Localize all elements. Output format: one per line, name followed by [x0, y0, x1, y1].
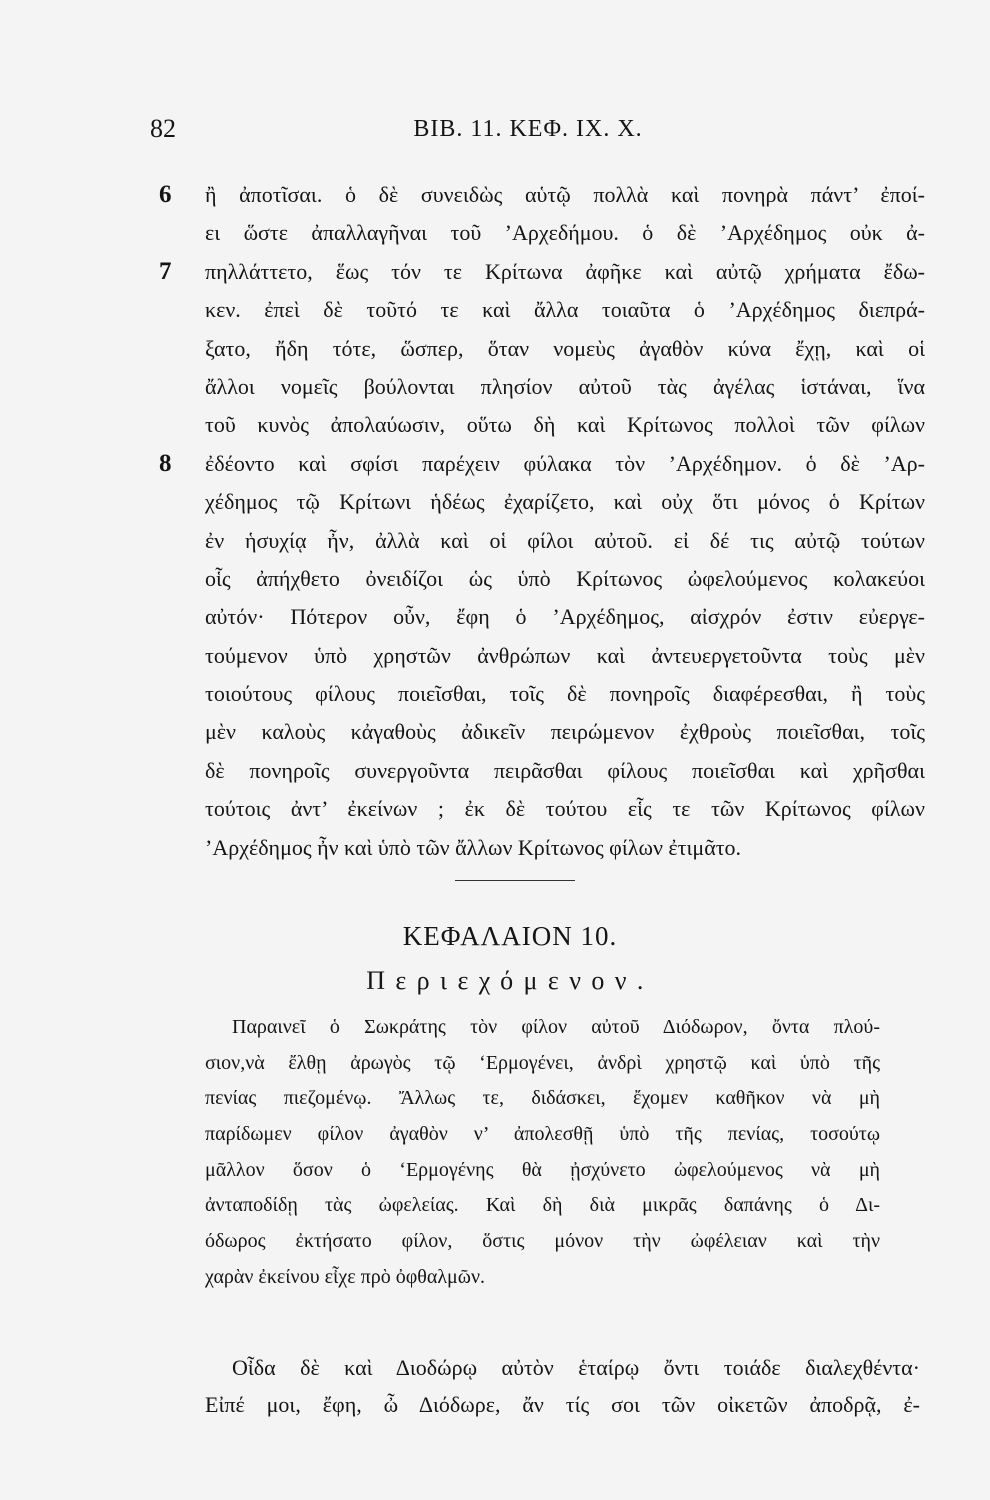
main-text — [159, 176, 925, 867]
line-text: ἢ ἀποτῖσαι. ὁ δὲ συνειδὼς αὑτῷ πολλὰ καὶ πονηρὰ πάντ’ ἐποί- — [205, 182, 925, 207]
body-line — [159, 176, 925, 214]
body-line — [159, 445, 925, 483]
line-text: ’Αρχέδημος ἦν καὶ ὑπὸ τῶν ἄλλων Κρίτωνος φίλων ἐτιμᾶτο. — [205, 834, 742, 860]
body-line — [159, 253, 925, 291]
summary-line: Παραινεῖ ὁ Σωκράτης τὸν φίλον αὐτοῦ Διόδωρον, ὄντα πλού- — [232, 1016, 880, 1038]
text-line: Εἰπέ μοι, ἔφη, ὦ Διόδωρε, ἄν τίς σοι τῶν οἰκετῶν ἀποδρᾷ, ἐ- — [205, 1392, 920, 1417]
body-line — [205, 214, 925, 252]
line-text: τοῦ κυνὸς ἀπολαύωσιν, οὕτω δὴ καὶ Κρίτωνος πολλοὶ τῶν φίλων — [205, 412, 925, 438]
line-text: δὲ πονηροῖς συνεργοῦντα πειρᾶσθαι φίλους ποιεῖσθαι καὶ χρῆσθαι — [205, 757, 925, 783]
text-line: Οἶδα δὲ καὶ Διοδώρῳ αὐτὸν ἑταίρῳ ὄντι τοιάδε διαλεχθέντα· — [232, 1355, 920, 1380]
margin-number: 6 — [159, 181, 172, 208]
body-line — [205, 483, 925, 521]
body-line — [205, 291, 925, 329]
body-line — [205, 790, 925, 828]
summary-line: όδωρος ἐκτήσατο φίλον, ὅστις μόνον τὴν ὠφέλειαν καὶ τὴν — [205, 1230, 880, 1253]
body-line — [205, 637, 925, 675]
body-line — [205, 406, 925, 444]
chapter-subtitle: Περιεχόμενον. — [366, 966, 654, 995]
chapter-title: ΚΕΦΑΛΑΙΟΝ 10. — [402, 921, 618, 951]
line-text: χέδημος τῷ Κρίτωνι ἡδέως ἐχαρίζετο, καὶ οὐχ ὅτι μόνος ὁ Κρίτων — [205, 489, 925, 515]
body-line — [205, 829, 925, 867]
body-line — [205, 560, 925, 598]
line-text: αὐτόν· Πότερον οὖν, ἔφη ὁ ’Αρχέδημος, αἰσχρόν ἐστιν εὐεργε- — [205, 604, 925, 630]
chapter-summary — [205, 1010, 880, 1296]
line-text: ἐν ἡσυχίᾳ ἦν, ἀλλὰ καὶ οἱ φίλοι αὐτοῦ. εἰ δέ τις αὐτῷ τούτων — [205, 527, 925, 553]
line-text: ξατο, ἤδη τότε, ὥσπερ, ὅταν νομεὺς ἀγαθὸν κύνα ἔχῃ, καὶ οἱ — [205, 335, 925, 361]
line-text: τοιούτους φίλους ποιεῖσθαι, τοῖς δὲ πονηροῖς διαφέρεσθαι, ἢ τοὺς — [205, 681, 925, 707]
section-rule — [455, 880, 575, 881]
page-number: 82 — [150, 114, 176, 143]
body-line — [205, 368, 925, 406]
margin-number: 8 — [159, 449, 172, 477]
summary-line: μᾶλλον ὅσον ὁ ‘Ερμογένης θὰ ᾐσχύνετο ὠφελούμενος νὰ μὴ — [205, 1158, 880, 1181]
chapter-text — [205, 1349, 920, 1423]
body-line — [205, 675, 925, 713]
line-text: ἐδέοντο καὶ σφίσι παρέχειν φύλακα τὸν ’Αρχέδημον. ὁ δὲ ’Αρ- — [205, 450, 925, 476]
body-line — [205, 598, 925, 636]
margin-number: 7 — [159, 257, 172, 285]
line-text: ἄλλοι νομεῖς βούλονται πλησίον αὐτοῦ τὰς ἀγέλας ἱστάναι, ἵνα — [205, 373, 925, 399]
body-line — [205, 713, 925, 751]
line-text: πηλλάττετο, ἕως τόν τε Κρίτωνα ἀφῆκε καὶ αὐτῷ χρήματα ἔδω- — [205, 258, 925, 284]
body-line — [205, 752, 925, 790]
body-line — [205, 522, 925, 560]
line-text: οἷς ἀπήχθετο ὀνειδίζοι ὡς ὑπὸ Κρίτωνος ὠφελούμενος κολακεύοι — [205, 565, 925, 591]
line-text: τούμενον ὑπὸ χρηστῶν ἀνθρώπων καὶ ἀντευεργετοῦντα τοὺς μὲν — [205, 642, 925, 668]
line-text: τούτοις ἀντ’ ἐκείνων ; ἐκ δὲ τούτου εἷς τε τῶν Κρίτωνος φίλων — [205, 796, 925, 822]
summary-line: παρίδωμεν φίλον ἀγαθὸν ν’ ἀπολεσθῇ ὑπὸ τῆς πενίας, τοσούτῳ — [205, 1123, 880, 1146]
line-text: μὲν καλοὺς κἀγαθοὺς ἀδικεῖν πειρώμενον ἐχθροὺς ποιεῖσθαι, τοῖς — [205, 719, 925, 745]
summary-line: χαρὰν ἐκείνου εἶχε πρὸ ὀφθαλμῶν. — [205, 1265, 485, 1288]
summary-line: σιον,νὰ ἔλθῃ ἀρωγὸς τῷ ‘Ερμογένει, ἀνδρὶ χρηστῷ καὶ ὑπὸ τῆς — [205, 1051, 880, 1074]
line-text: ει ὥστε ἀπαλλαγῆναι τοῦ ’Αρχεδήμου. ὁ δὲ ’Αρχέδημος οὐκ ἀ- — [205, 220, 925, 246]
summary-line: ἀνταποδίδῃ τὰς ὠφελείας. Καὶ δὴ διὰ μικρᾶς δαπάνης ὁ Δι- — [205, 1194, 880, 1217]
running-title: ΒΙΒ. 11. ΚΕΦ. ΙΧ. Χ. — [413, 116, 643, 142]
body-line — [205, 330, 925, 368]
summary-line: πενίας πιεζομένῳ. Ἄλλως τε, διδάσκει, ἔχομεν καθῆκον νὰ μὴ — [205, 1087, 880, 1110]
line-text: κεν. ἐπεὶ δὲ τοῦτό τε καὶ ἄλλα τοιαῦτα ὁ ’Αρχέδημος διεπρά- — [205, 297, 925, 323]
